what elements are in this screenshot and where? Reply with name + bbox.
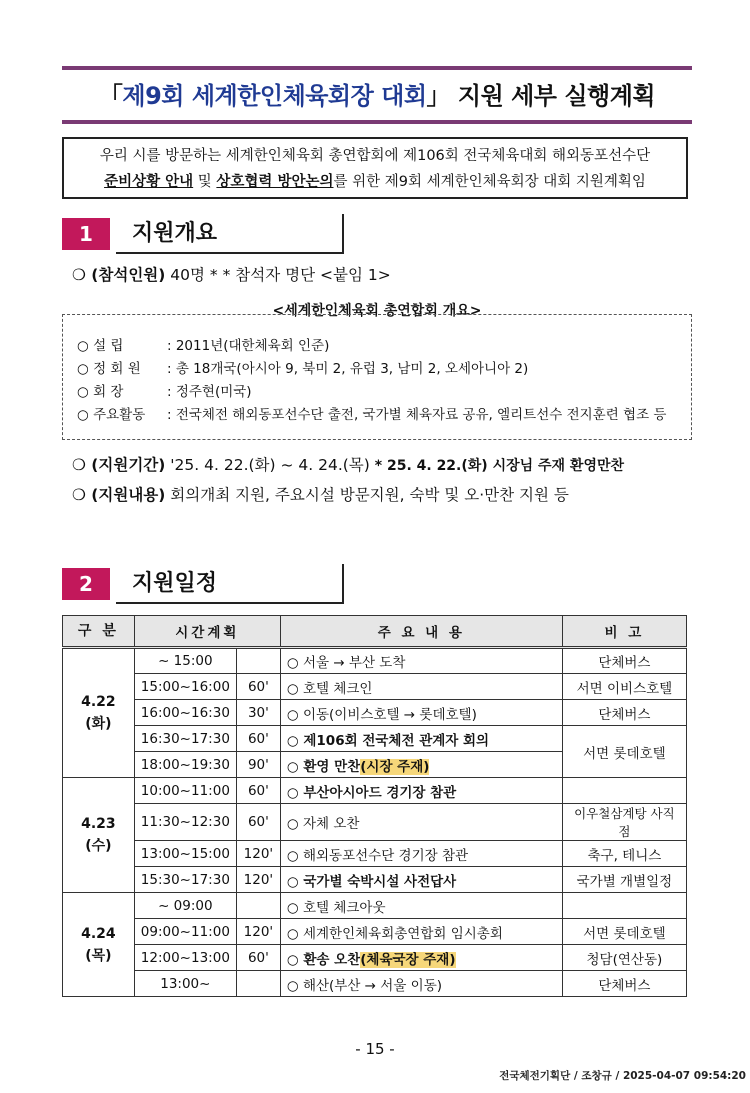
table-row: 18:00~19:30 90' ○ 환영 만찬(시장 주재) <box>63 752 687 778</box>
table-row: 13:00~15:00 120' ○ 해외동포선수단 경기장 참관 축구, 테니스 <box>63 841 687 867</box>
page-title: 「제9회 세계한인체육회장 대회」 지원 세부 실행계획 <box>98 82 656 110</box>
section-2-number: 2 <box>62 568 110 600</box>
header-note: 비 고 <box>562 616 686 648</box>
day-cell: 4.23 (수) <box>63 778 135 893</box>
bullet-circle-icon: ❍ <box>72 456 92 474</box>
table-row: 4.22 (화) ~ 15:00 ○ 서울 → 부산 도착 단체버스 <box>63 648 687 674</box>
header-content: 주 요 내 용 <box>280 616 562 648</box>
table-header-row <box>63 616 687 648</box>
highlight-mark: (체육국장 주재) <box>360 951 456 968</box>
table-row: 16:00~16:30 30' ○ 이동(이비스호텔 → 롯데호텔) 단체버스 <box>63 700 687 726</box>
schedule-table <box>62 615 687 997</box>
federation-info-box <box>62 314 692 440</box>
content-row: ❍ (지원내용) 회의개최 지원, 주요시설 방문지원, 숙박 및 오·만찬 지원 등 <box>72 486 569 504</box>
title-bottom-rule <box>62 120 692 124</box>
section-1-header <box>62 218 292 252</box>
title-event-name: 제9회 세계한인체육회장 대회 <box>122 82 427 110</box>
table-row: 4.23 (수) 10:00~11:00 60' ○ 부산아시아드 경기장 참관 <box>63 778 687 804</box>
section-1-label: 지원개요 <box>132 221 218 246</box>
table-row: 15:00~16:00 60' ○ 호텔 체크인 서면 이비스호텔 <box>63 674 687 700</box>
bullet-circle-icon: ❍ <box>72 266 92 284</box>
info-row: ○ 설 립 : 2011년(대한체육회 인준) <box>77 338 330 354</box>
header-day: 구 분 <box>63 616 135 648</box>
header-time: 시간계획 <box>134 616 280 648</box>
table-row: 09:00~11:00 120' ○ 세계한인체육회총연합회 임시총회 서면 롯데호텔 <box>63 919 687 945</box>
section-2-label: 지원일정 <box>132 571 218 596</box>
highlight-mark: (시장 주재) <box>360 758 430 775</box>
footer-stamp: 전국체전기획단 / 조창규 / 2025-04-07 09:54:20 <box>499 1070 746 1082</box>
info-row: ○ 회 장 : 정주현(미국) <box>77 384 252 400</box>
title-top-rule <box>62 66 692 70</box>
summary-box <box>62 137 688 199</box>
table-row: 15:30~17:30 120' ○ 국가별 숙박시설 사전답사 국가별 개별일정 <box>63 867 687 893</box>
summary-line-1: 우리 시를 방문하는 세계한인체육회 총연합회에 제106회 전국체육대회 해외동포선수단 <box>99 148 651 164</box>
page-number: - 15 - <box>355 1040 395 1058</box>
info-box-title: <세계한인체육회 총연합회 개요> <box>272 303 482 319</box>
section-1-number: 1 <box>62 218 110 250</box>
info-row: ○ 정 회 원 : 총 18개국(아시아 9, 북미 2, 유럽 3, 남미 2, 오세아니아 2) <box>77 361 529 377</box>
summary-line-2: 준비상황 안내 및 상호협력 방안논의를 위한 제9회 세계한인체육회장 대회 지원계획임 <box>104 174 646 190</box>
day-cell: 4.22 (화) <box>63 648 135 778</box>
info-row: ○ 주요활동 : 전국체전 해외동포선수단 출전, 국가별 체육자료 공유, 엘리트선수 전지훈련 협조 등 <box>77 407 667 423</box>
table-row: 11:30~12:30 60' ○ 자체 오찬 이우철삼계탕 사직점 <box>63 804 687 841</box>
bullet-circle-icon: ❍ <box>72 486 92 504</box>
table-row: 12:00~13:00 60' ○ 환송 오찬(체육국장 주재) 청담(연산동) <box>63 945 687 971</box>
section-2-header <box>62 568 292 602</box>
period-row: ❍ (지원기간) '25. 4. 22.(화) ~ 4. 24.(목) * 25. 4. 22.(화) 시장님 주재 환영만찬 <box>72 456 625 474</box>
table-row: 16:30~17:30 60' ○ 제106회 전국체전 관계자 회의 서면 롯데호텔 <box>63 726 687 752</box>
table-row: 4.24 (목) ~ 09:00 ○ 호텔 체크아웃 <box>63 893 687 919</box>
day-cell: 4.24 (목) <box>63 893 135 997</box>
attendees-row: ❍ (참석인원) 40명 * * 참석자 명단 <붙임 1> <box>72 266 391 284</box>
table-row: 13:00~ ○ 해산(부산 → 서울 이동) 단체버스 <box>63 971 687 997</box>
